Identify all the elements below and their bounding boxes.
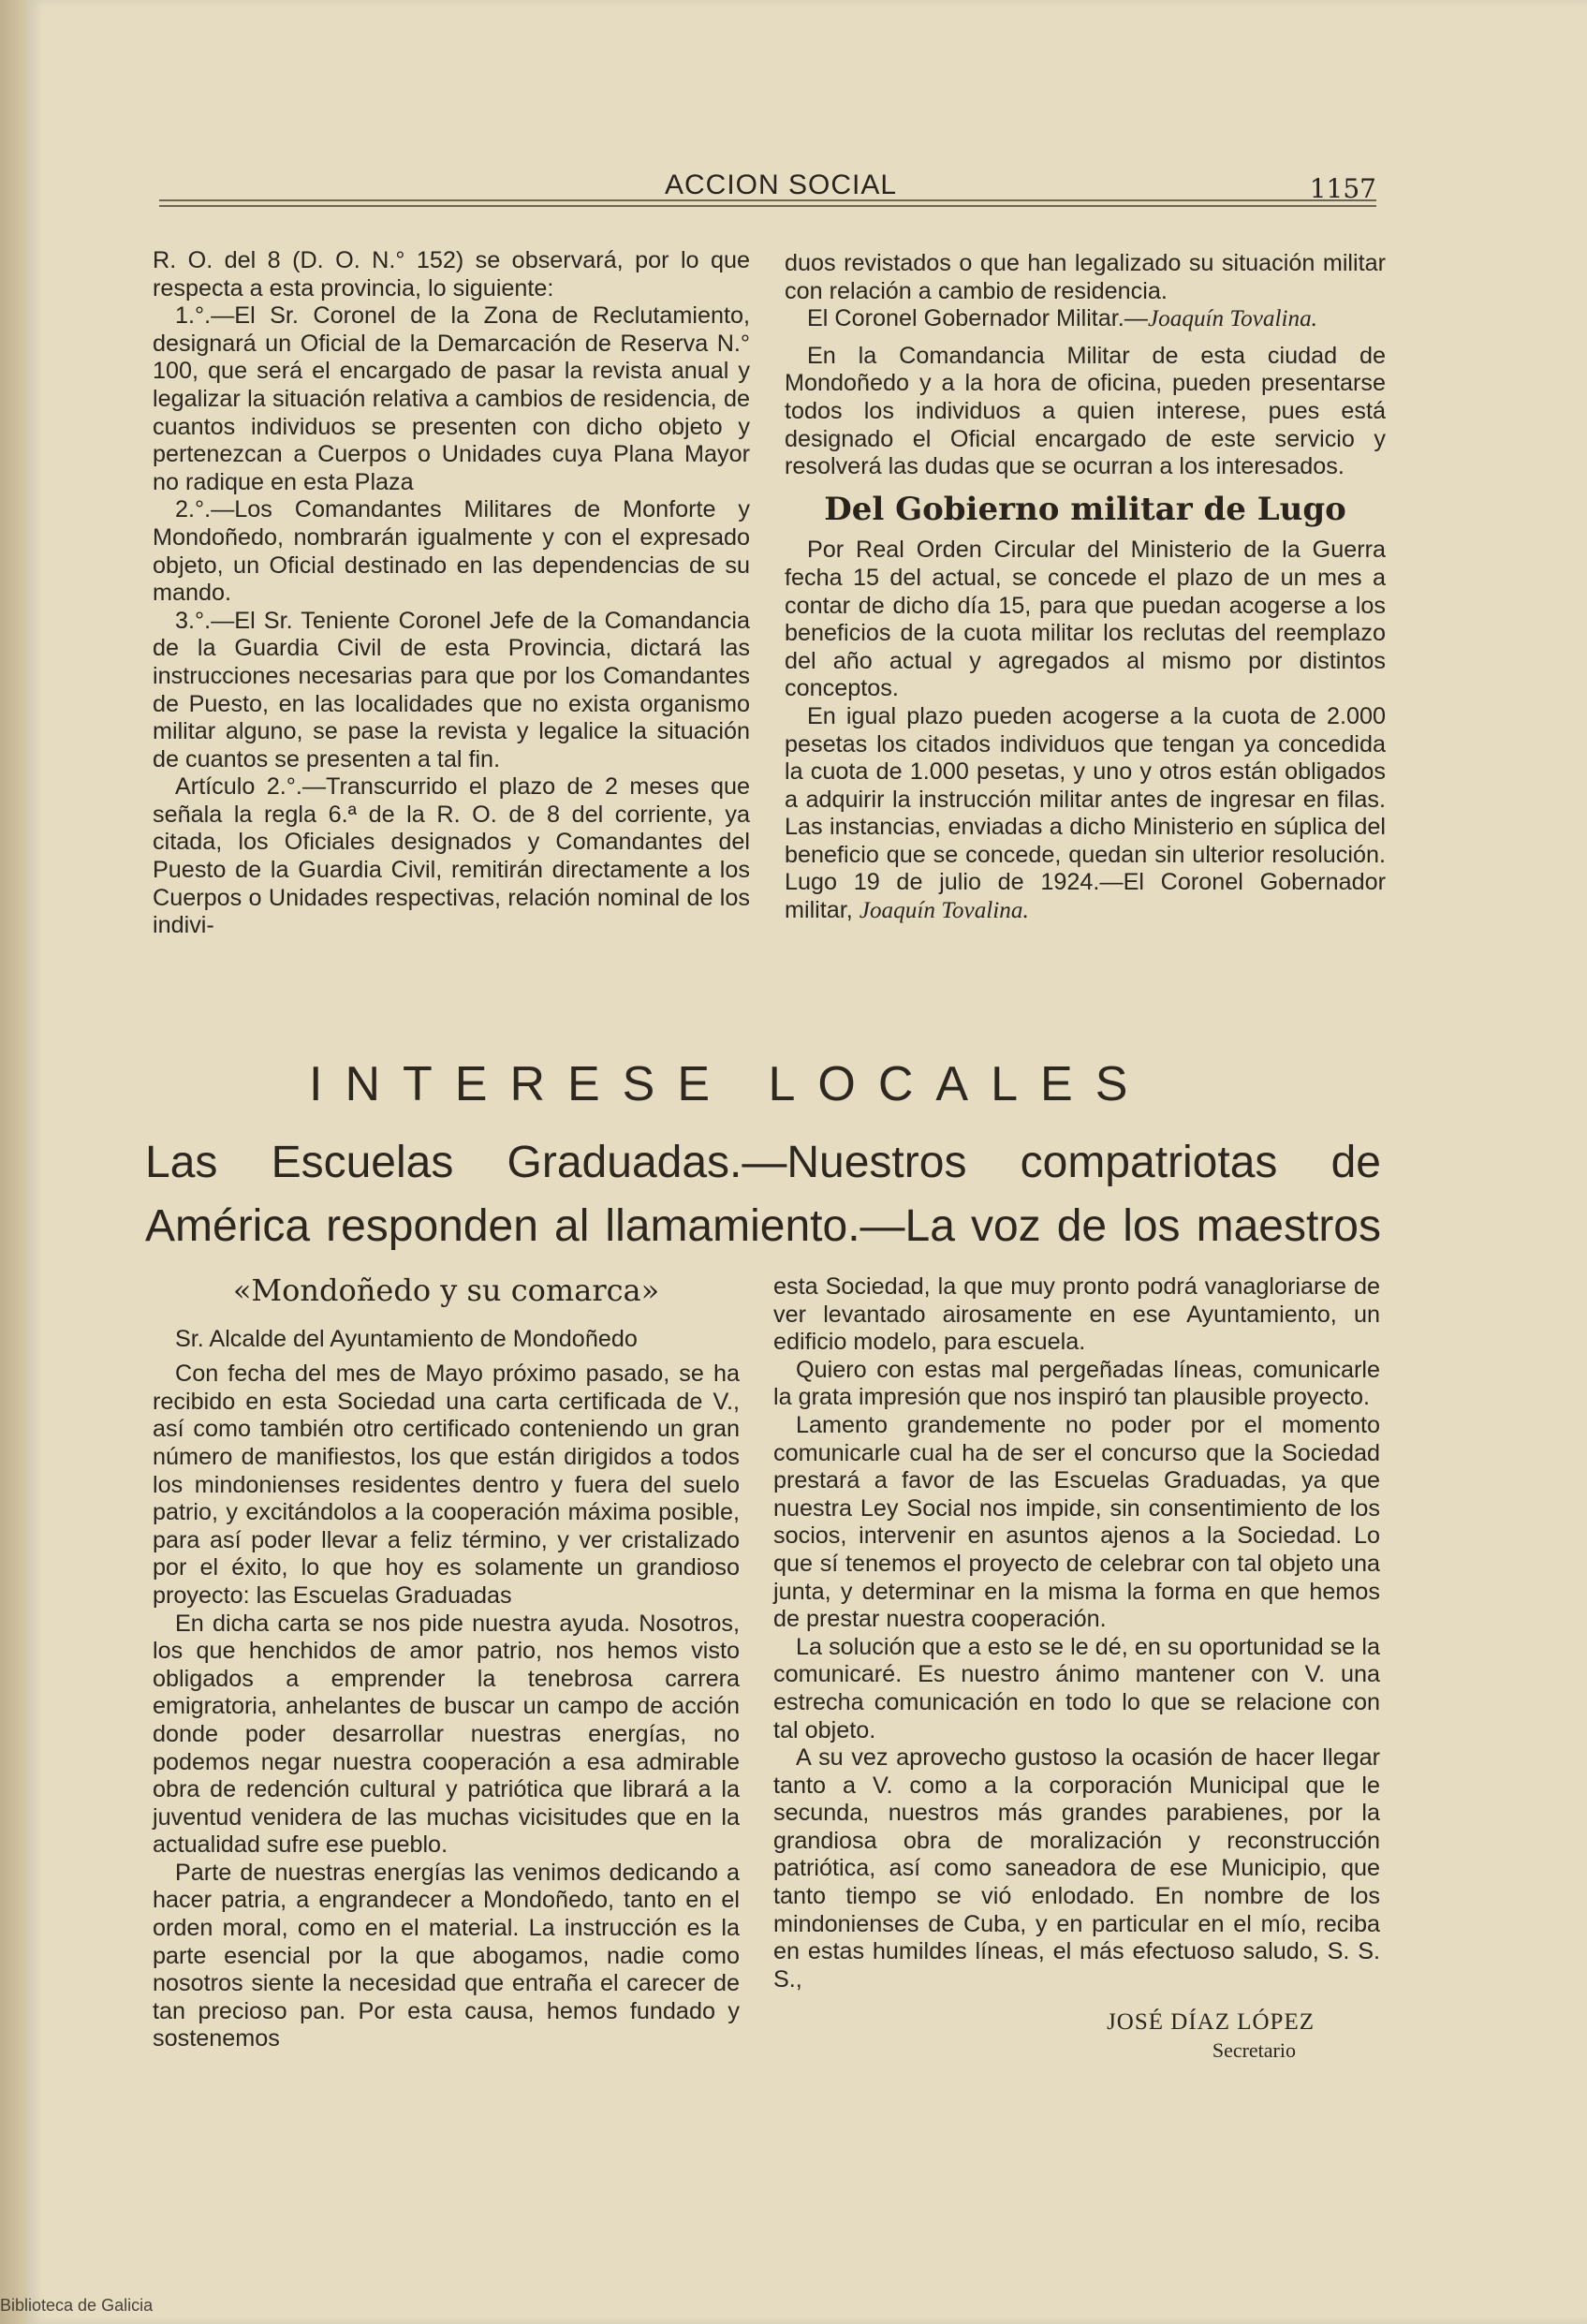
column-bottom-right bbox=[773, 1273, 1380, 2065]
headline-line: América responden al llamamiento.—La voz de los maestros bbox=[145, 1201, 1381, 1251]
letter-subheading: «Mondoñedo y su comarca» bbox=[232, 1272, 660, 1308]
section-subheading: Del Gobierno militar de Lugo bbox=[824, 490, 1346, 528]
paragraph: Quiero con estas mal pergeñadas líneas, comunicarle la grata impresión que nos inspiró tan plausible proyecto. bbox=[773, 1356, 1380, 1411]
section-banner: INTERESE LOCALES bbox=[309, 1057, 1151, 1111]
paragraph: duos revistados o que han legalizado su situación militar con relación a cambio de residencia. bbox=[785, 250, 1386, 304]
header-rule bbox=[159, 199, 1376, 201]
paragraph: Parte de nuestras energías las venimos dedicando a hacer patria, a engrandecer a Mondoñedo, tanto en el orden moral, como en el material. La instrucción es la parte esencial por la que abogamos, nadie como nosotros siente la necesidad que entraña el carecer de tan precioso pan. Por esta causa, hemos fundado y sostenemos bbox=[153, 1859, 740, 2052]
paragraph: En la Comandancia Militar de esta ciudad de Mondoñedo y a la hora de oficina, pueden presentarse todos los individuos a quien interese, pues está designado el Oficial encargado de este servicio y resolverá las dudas que se ocurran a los interesados. bbox=[785, 342, 1386, 480]
paragraph: En igual plazo pueden acogerse a la cuota de 2.000 pesetas los citados individuos que tengan ya concedida la cuota de 1.000 pesetas, y uno y otros están obligados a adquirir la instrucción militar antes de ingresar en filas. Las instancias, enviadas a dicho Ministerio en súplica del beneficio que se concede, quedan sin ulterior resolución. Lugo 19 de julio de 1924.—El Coronel Gobernador militar, bbox=[785, 702, 1386, 924]
paragraph: Artículo 2.°.—Transcurrido el plazo de 2 meses que señala la regla 6.ª de la R. O. de 8 del corriente, ya citada, los Oficiales designados y Comandantes del Puesto de la Guardia Civil, remitirán directamente a los Cuerpos o Unidades respectivas, relación nominal de los indivi- bbox=[153, 773, 750, 939]
library-credit: Biblioteca de Galicia bbox=[0, 2296, 154, 2315]
paragraph: La solución que a esto se le dé, en su oportunidad se la comunicaré. Es nuestro ánimo mantener con V. una estrecha comunicación en todo lo que se relacione con tal objeto. bbox=[773, 1633, 1380, 1743]
signature-name: JOSÉ DÍAZ LÓPEZ bbox=[1107, 2009, 1315, 2036]
signoff-lead: El Coronel Gobernador Militar.— bbox=[807, 305, 1148, 332]
paragraph: 1.°.—El Sr. Coronel de la Zona de Reclutamiento, designará un Oficial de la Demarcación de Reserva N.° 100, que será el encargado de pasar la revista anual y legalizar la situación relativa a cambios de residencia, de cuantos individuos se presenten con dicho objeto y pertenezcan a Cuerpos o Unidades cuya Plana Mayor no radique en esta Plaza bbox=[153, 302, 750, 495]
paragraph: A su vez aprovecho gustoso la ocasión de hacer llegar tanto a V. como a la corporación Municipal que le secunda, nuestros más grandes parabienes, por la grandiosa obra de moralización y reconstrucción patriótica, así como saneadora de ese Municipio, que tanto tiempo se vió enlodado. En nombre de los mindonienses de Cuba, y en particular en el mío, reciba en estas humildes líneas, el más efectuoso saludo, S. S. S., bbox=[773, 1744, 1380, 1993]
book-spine bbox=[0, 0, 28, 2324]
signoff-name: Joaquín Tovalina. bbox=[859, 898, 1029, 924]
signoff-name: Joaquín Tovalina. bbox=[1147, 306, 1317, 332]
running-head bbox=[159, 164, 1376, 211]
signature-role: Secretario bbox=[1212, 2038, 1296, 2063]
headline-line: Las Escuelas Graduadas.—Nuestros compatriotas de bbox=[145, 1138, 1381, 1187]
paragraph: esta Sociedad, la que muy pronto podrá vanagloriarse de ver levantado airosamente en ese Ayuntamiento, un edificio modelo, para escuela. bbox=[773, 1273, 1380, 1356]
paragraph: Por Real Orden Circular del Ministerio de la Guerra fecha 15 del actual, se concede el plazo de un mes a contar de dicho día 15, para que puedan acogerse a los beneficios de la cuota militar los reclutas del reemplazo del año actual y agregados al mismo por distintos conceptos. bbox=[785, 537, 1386, 702]
paragraph: R. O. del 8 (D. O. N.° 152) se observará, por lo que respecta a esta provincia, lo siguiente: bbox=[153, 247, 750, 302]
header-rule bbox=[159, 205, 1376, 207]
journal-title: ACCION SOCIAL bbox=[665, 169, 898, 200]
paragraph: 2.°.—Los Comandantes Militares de Monforte y Mondoñedo, nombrarán igualmente y con el expresado objeto, un Oficial destinado en las dependencias de su mando. bbox=[153, 496, 750, 607]
paragraph: Lamento grandemente no poder por el momento comunicarle cual ha de ser el concurso que la Sociedad prestará a favor de las Escuelas Graduadas, ya que nuestra Ley Social nos impide, sin consentimiento de los socios, intervenir en asuntos ajenos a la Sociedad. Lo que sí tenemos el proyecto de celebrar con tal objeto una junta, y determinar en la misma la forma en que hemos de prestar nuestra cooperación. bbox=[773, 1411, 1380, 1633]
salutation: Sr. Alcalde del Ayuntamiento de Mondoñedo bbox=[175, 1325, 638, 1352]
page-number: 1157 bbox=[1309, 173, 1376, 204]
column-top-left bbox=[153, 247, 750, 940]
column-bottom-left bbox=[153, 1273, 740, 2053]
column-top-right bbox=[785, 250, 1386, 925]
paragraph: 3.°.—El Sr. Teniente Coronel Jefe de la Comandancia de la Guardia Civil de esta Provincia, dictará las instrucciones necesarias para que por los Comandantes de Puesto, en las localidades que no exista organismo militar alguno, se pase la revista y legalice la situación de cuantos se presenten a tal fin. bbox=[153, 607, 750, 772]
paragraph: Con fecha del mes de Mayo próximo pasado, se ha recibido en esta Sociedad una carta certificada de V., así como también otro certificado conteniendo un gran número de manifiestos, los que están dirigidos a todos los mindonienses residentes dentro y fuera del suelo patrio, y excitándolos a la cooperación máxima posible, para así poder llevar a feliz término, y ver cristalizado por el éxito, lo que hoy es solamente un grandioso proyecto: las Escuelas Graduadas bbox=[153, 1361, 740, 1609]
paragraph: En dicha carta se nos pide nuestra ayuda. Nosotros, los que henchidos de amor patrio, nos hemos visto obligados a emprender la tenebrosa carrera emigratoria, anhelantes de buscar un campo de acción donde poder desarrollar nuestras energías, no podemos negar nuestra cooperación a esa admirable obra de redención cultural y patriótica que librará a la juventud venidera de las muchas vicisitudes que en la actualidad sufre ese pueblo. bbox=[153, 1610, 740, 1859]
